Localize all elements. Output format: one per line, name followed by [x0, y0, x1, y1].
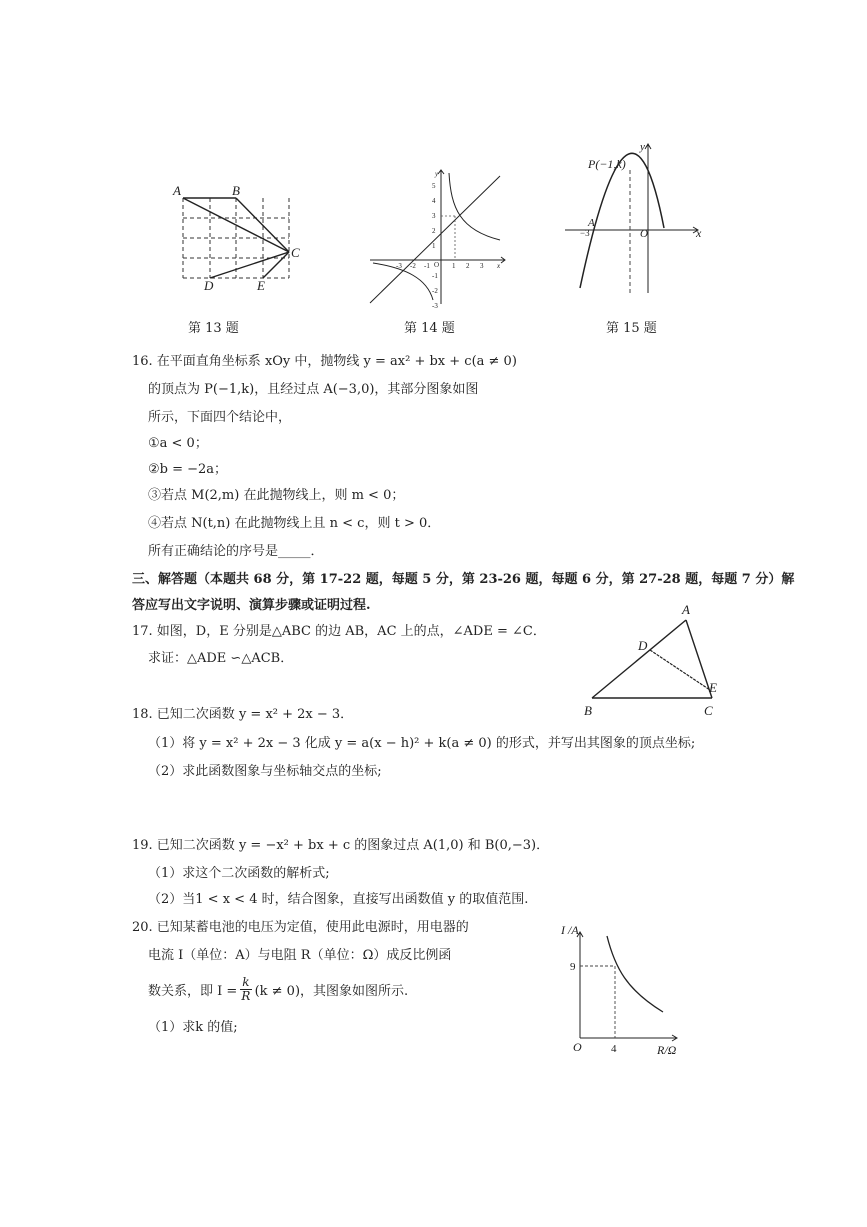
- fig14-xtick-label: 3: [480, 262, 484, 270]
- fig14-ytick-label: -3: [432, 302, 438, 310]
- fig13-label-b: B: [232, 183, 240, 198]
- section3-line2: 答应写出文字说明、演算步骤或证明过程.: [132, 598, 371, 613]
- q16-ask: 所有正确结论的序号是_____．: [148, 544, 324, 559]
- fig20-x-mark: 4: [611, 1043, 617, 1055]
- q16-conclusion-4: ④若点 N(t,n) 在此抛物线上且 n < c，则 t > 0．: [148, 516, 441, 531]
- fig14-ytick-label: -1: [432, 272, 438, 280]
- fig13-caption: 第 13 题: [188, 321, 239, 336]
- fig13-label-e: E: [257, 278, 265, 293]
- fig14-axis-x: x: [497, 262, 501, 270]
- q16-conclusion-1: ①a < 0；: [148, 436, 208, 451]
- q19-part1: （1）求这个二次函数的解析式;: [148, 866, 330, 881]
- fig14-xtick-label: -3: [396, 262, 402, 270]
- figure-15: [560, 138, 710, 298]
- q20-line3: [148, 976, 408, 1003]
- fig20-y-mark: 9: [570, 961, 576, 973]
- fig15-point-a: A: [588, 217, 595, 229]
- fig14-xtick-label: 1: [452, 262, 456, 270]
- fig15-axis-x: x: [696, 226, 702, 240]
- q16-line3: 所示，下面四个结论中，: [148, 410, 292, 425]
- figure-14: [365, 168, 510, 308]
- q18-part2: （2）求此函数图象与坐标轴交点的坐标;: [148, 764, 382, 779]
- fig15-tick: −3: [580, 228, 590, 238]
- fig17-label-a: A: [682, 602, 690, 617]
- fig14-ytick-label: 4: [432, 197, 436, 205]
- q20-line2: 电流 I（单位：A）与电阻 R（单位：Ω）成反比例函: [148, 948, 452, 963]
- q16-conclusion-3: ③若点 M(2,m) 在此抛物线上，则 m < 0；: [148, 488, 405, 503]
- q20-part1: （1）求k 的值;: [148, 1020, 238, 1035]
- q20-line3-post: (k ≠ 0)，其图象如图所示.: [254, 984, 409, 999]
- fig14-ytick-label: 3: [432, 212, 436, 220]
- fig13-label-c: C: [291, 245, 300, 260]
- fig14-xtick-label: 2: [466, 262, 470, 270]
- fig20-axis-x: R/Ω: [657, 1043, 677, 1057]
- fig14-origin: O: [434, 261, 440, 269]
- fig14-ytick-label: -2: [432, 287, 438, 295]
- q20-frac-num: k: [242, 975, 250, 989]
- fig20-origin: O: [573, 1040, 582, 1054]
- fig17-label-c: C: [704, 703, 713, 718]
- q20-fraction: [240, 976, 251, 1003]
- fig20-axis-y: I /A: [561, 923, 579, 937]
- fig14-xtick-label: -2: [410, 262, 416, 270]
- fig13-label-d: D: [204, 278, 214, 293]
- q19-part2: （2）当1 < x < 4 时，结合图象，直接写出函数值 y 的取值范围.: [148, 892, 529, 907]
- fig15-origin: O: [640, 228, 648, 240]
- fig17-label-d: D: [638, 638, 648, 653]
- q20-line3-pre: 数关系，即 I =: [148, 984, 238, 999]
- figure-20: [555, 920, 695, 1060]
- figure-13: [170, 180, 300, 295]
- figure-17: [578, 600, 728, 725]
- fig17-label-b: B: [584, 703, 592, 718]
- fig14-axis-y: y: [435, 170, 439, 178]
- fig14-ytick-label: 2: [432, 227, 436, 235]
- fig13-label-a: A: [173, 183, 181, 198]
- fig14-xtick-label: -1: [424, 262, 430, 270]
- q18-line1: 18. 已知二次函数 y = x² + 2x − 3．: [132, 707, 354, 722]
- q16-line1: 16. 在平面直角坐标系 xOy 中，抛物线 y = ax² + bx + c(a ≠ 0): [132, 354, 517, 369]
- q16-conclusion-2: ②b = −2a；: [148, 462, 228, 477]
- fig17-label-e: E: [709, 680, 717, 695]
- q17-line2: 求证：△ADE ∽△ACB．: [148, 651, 294, 666]
- q19-line1: 19. 已知二次函数 y = −x² + bx + c 的图象过点 A(1,0) 和 B(0,−3)．: [132, 838, 550, 853]
- q18-part1: （1）将 y = x² + 2x − 3 化成 y = a(x − h)² + k(a ≠ 0) 的形式，并写出其图象的顶点坐标;: [148, 736, 696, 751]
- q20-line1: 20. 已知某蓄电池的电压为定值，使用此电源时，用电器的: [132, 920, 469, 935]
- fig15-vertex-label: P(−1,k): [588, 157, 626, 171]
- fig15-caption: 第 15 题: [606, 321, 657, 336]
- q20-frac-den: R: [241, 989, 251, 1003]
- q17-line1: 17. 如图，D，E 分别是△ABC 的边 AB，AC 上的点，∠ADE = ∠C．: [132, 624, 546, 639]
- fig14-caption: 第 14 题: [404, 321, 455, 336]
- fig14-ytick-label: 5: [432, 182, 436, 190]
- fig15-axis-y: y: [640, 141, 645, 153]
- q16-line2: 的顶点为 P(−1,k)，且经过点 A(−3,0)，其部分图象如图: [148, 382, 479, 397]
- section3-line1: 三、解答题（本题共 68 分，第 17-22 题，每题 5 分，第 23-26 题，每题 6 分，第 27-28 题，每题 7 分）解: [132, 572, 795, 587]
- fig14-ytick-label: 1: [432, 242, 436, 250]
